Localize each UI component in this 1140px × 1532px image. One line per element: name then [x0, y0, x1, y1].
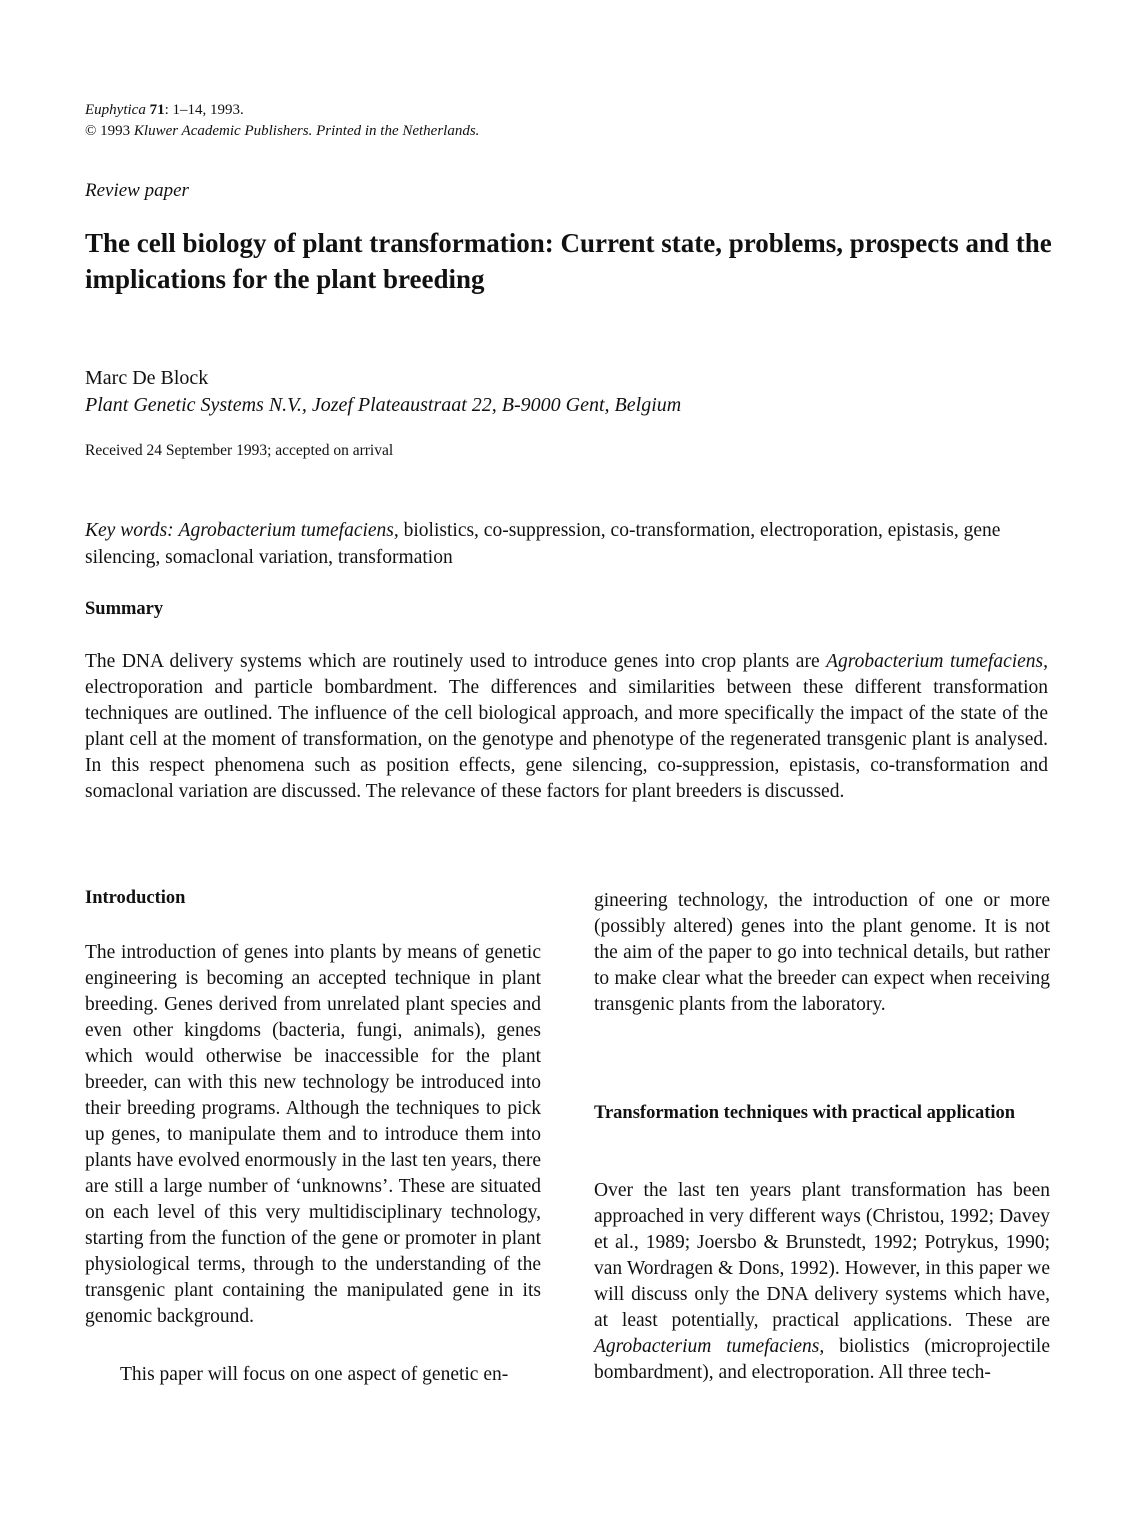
- transformation-paragraph: [594, 1178, 1050, 1386]
- journal-volume: 71: [149, 102, 165, 118]
- author-name: Marc De Block: [85, 367, 209, 389]
- publisher: Kluwer Academic Publishers. Printed in the Netherlands.: [133, 123, 480, 139]
- journal-name: Euphytica: [85, 102, 146, 118]
- introduction-paragraph-2-start: This paper will focus on one aspect of genetic en-: [120, 1364, 509, 1385]
- copyright-line: [85, 121, 479, 142]
- keywords-italic-term: Agrobacterium tumefaciens,: [178, 520, 399, 541]
- summary-text-before: The DNA delivery systems which are routinely used to introduce genes into crop plants are: [85, 651, 820, 672]
- received-date: Received 24 September 1993; accepted on arrival: [85, 442, 394, 459]
- summary-text-after: electroporation and particle bombardment. The differences and similarities between these different transformation techniques are outlined. The influence of the cell biological approach, and more specifically the impact of the state of the plant cell at the moment of transformation, on the genotype and phenotype of the regenerated transgenic plant is analysed. In this respect phenomena such as position effects, gene silencing, co-suppression, epistasis, co-transformation and somaclonal variation are discussed. The relevance of these factors for plant breeders is discussed.: [85, 677, 1048, 802]
- transformation-italic: Agrobacterium tumefaciens,: [594, 1336, 825, 1357]
- copyright-year: © 1993: [85, 123, 131, 139]
- author-block: [85, 365, 681, 419]
- paper-type: Review paper: [85, 180, 189, 201]
- keywords-list: biolistics, co-suppression, co-transformation, electroporation, epistasis, gene silencing, somaclonal variation, transformation: [85, 520, 1001, 568]
- summary-text: [85, 649, 1048, 805]
- journal-header: [85, 100, 479, 142]
- author-affiliation: Plant Genetic Systems N.V., Jozef Plateaustraat 22, B-9000 Gent, Belgium: [85, 394, 682, 416]
- introduction-paragraph-2-continued: gineering technology, the introduction of one or more (possibly altered) genes into the plant genome. It is not the aim of the paper to go into technical details, but rather to make clear what the breeder can expect when receiving transgenic plants from the laboratory.: [594, 890, 1050, 1015]
- summary-italic: Agrobacterium tumefaciens,: [826, 651, 1049, 672]
- transformation-text-before: Over the last ten years plant transformation has been approached in very different ways (Christou, 1992; Davey et al., 1989; Joersbo & Brunstedt, 1992; Potrykus, 1990; van Wordragen & Dons, 1992). However, in this paper we will discuss only the DNA delivery systems which have, at least potentially, practical applications. These are: [594, 1180, 1050, 1331]
- keywords-label: Key words:: [85, 520, 174, 541]
- summary-heading: Summary: [85, 599, 164, 619]
- paper-title: The cell biology of plant transformation: Current state, problems, prospects and the implications for the plant breeding: [85, 228, 1052, 294]
- introduction-paragraph-1: The introduction of genes into plants by means of genetic engineering is becoming an accepted technique in plant breeding. Genes derived from unrelated plant species and even other kingdoms (bacteria, fungi, animals), genes which would otherwise be inaccessible for the plant breeder, can with this new technology be introduced into their breeding programs. Although the techniques to pick up genes, to manipulate them and to introduce them into plants have evolved enormously in the last ten years, there are still a large number of ‘unknowns’. These are situated on each level of this very multidisciplinary technology, starting from the function of the gene or promoter in plant physiological terms, through to the understanding of the transgenic plant containing the manipulated gene in its genomic background.: [85, 942, 541, 1327]
- transformation-heading: Transformation techniques with practical application: [594, 1103, 1016, 1123]
- transformation-text-after: biolistics (microprojectile bombardment), and electroporation. All three tech-: [594, 1336, 1051, 1383]
- journal-pages: : 1–14, 1993.: [164, 102, 244, 118]
- journal-citation: [85, 100, 479, 121]
- introduction-heading: Introduction: [85, 888, 186, 908]
- keywords: [85, 517, 1060, 571]
